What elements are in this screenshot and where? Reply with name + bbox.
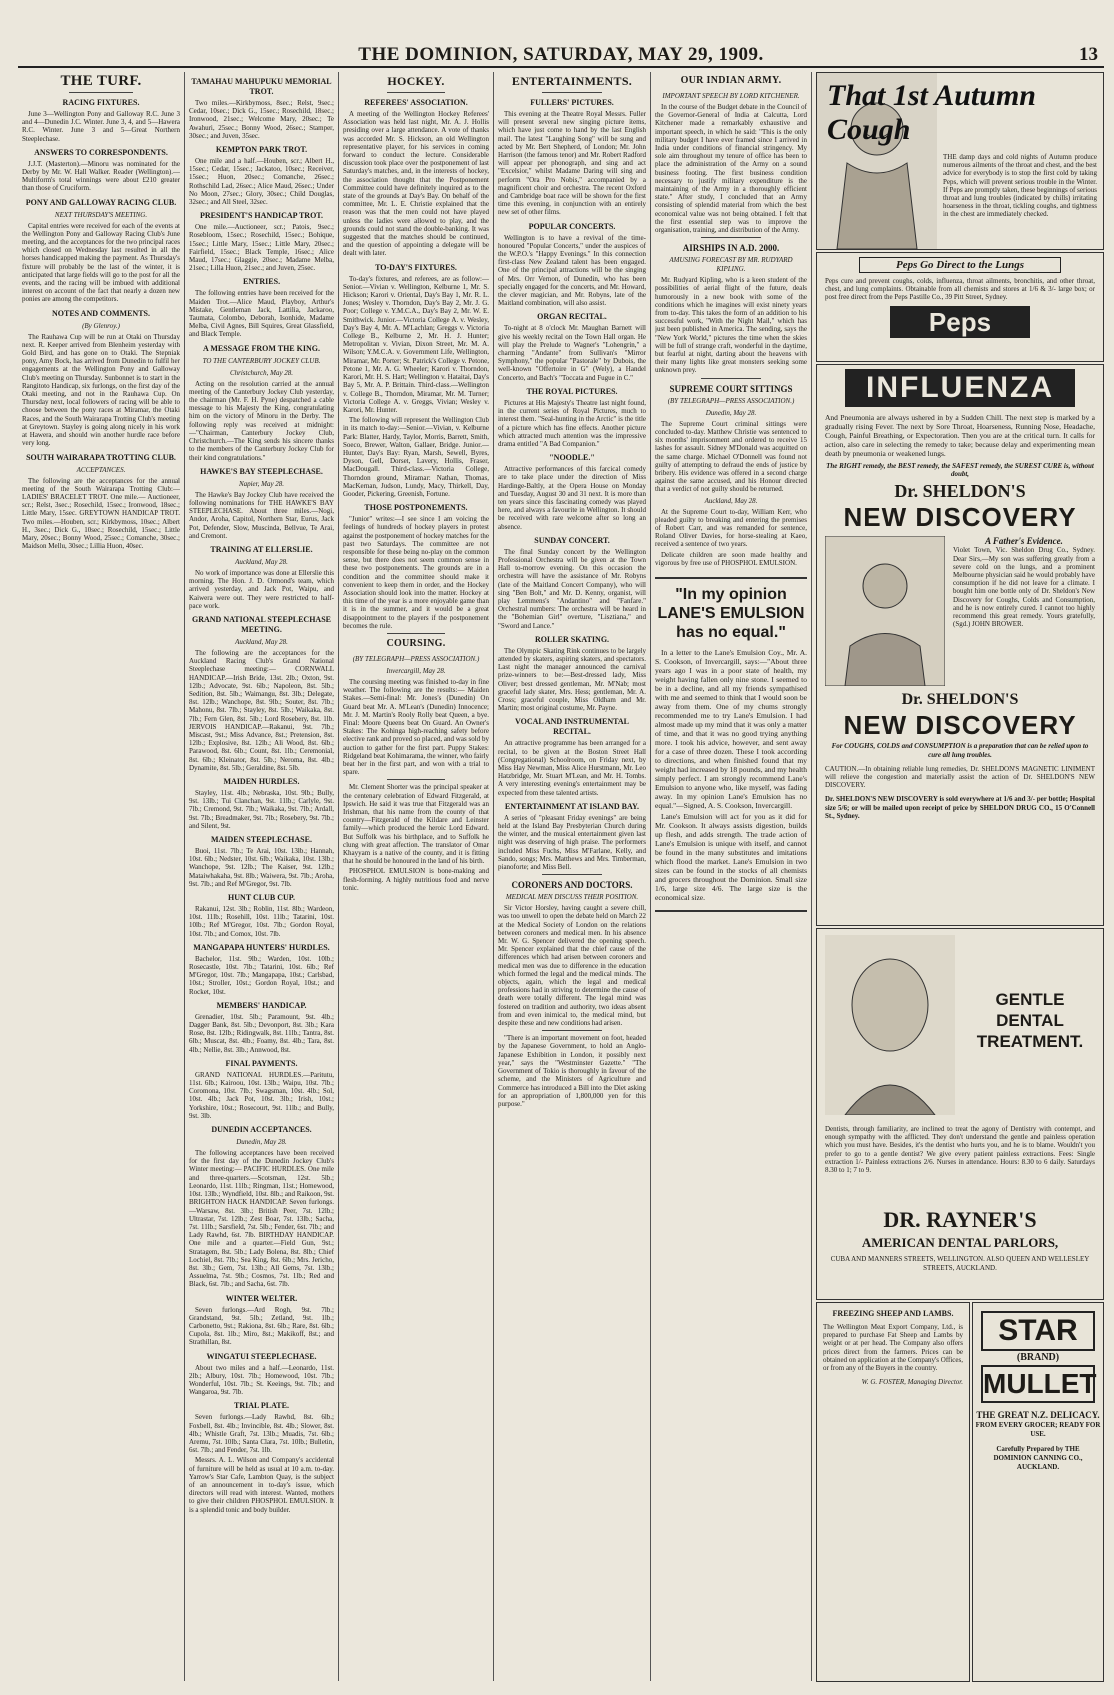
skating-title: ROLLER SKATING. [534, 634, 610, 644]
rayner-name: DR. RAYNER'S [883, 1207, 1037, 1232]
fullers-text: This evening at the Theatre Royal Messrs. Fuller will present several new singing picture items, which have just come to hand by the last English mail. The latest "Laughing Song" will be sung and acted by Mr. Bert Shepherd, of London; Mr. John Harrison (the famous tenor) and Mr. Robert Radford will appear per phonograph, and sing and act "Excelsior," whilst Madame Daring will sing and perform "Ora Pro Nobis," accompanied by a magnificent choir and orchestra. The recent Oxford and Cambridge boat race will be shown for the first time this evening, in conjunction with an entirely new set of other films. [498, 110, 646, 217]
presidents-text: One mile.—Auctioneer, scr.; Patois, 9sec.; Rosebloom, 15sec.; Rosechild, 15sec.; Bohique, 15sec.; Little Mary, 15sec.; Little Mary, 20sec.; Fairfield, 15sec.; Black Temple, 16sec.; Alice Maud, 17sec.; Glaggie, 20sec.; Madame Melba, 21sec.; Lilla Huon, 21sec.; and Juven, 25sec. [189, 223, 334, 273]
india-text: In the course of the Budget debate in the Council of the Governor-General of India at Calcutta, Lord Kitchener made a remarkably exhaustive and important speech, in which he said: "This is the only military budget I have ever framed since I arrived in India under conditions of financial stringency. My sole aim throughout my tenure of office has been to place the administration of the Army on a sound business footing. The first business condition necessary to justify military expenditure is the maintaining of the Army in a thoroughly efficient state." After study, I concluded that an Army consisting of splendid material from which the best economical value was not being obtained. I felt that the first essential step was to improve the organisation, training, and distribution of the Army. [655, 103, 807, 235]
dunedin-dateline: Dunedin, May 28. [236, 1138, 287, 1147]
freezing-text: The Wellington Meat Export Company, Ltd., is prepared to purchase Fat Sheep and Lambs by weight or at per head. The Company also offers prices direct from the farmers. Prices can be obtained on application at the Company's Offices, or from any of the Buyers in the country. [823, 1323, 963, 1373]
turf-notes-title: NOTES AND COMMENTS. [51, 308, 150, 318]
sheldon-product: NEW DISCOVERY [843, 502, 1077, 533]
tamahau-title: TAMAHAU MAHUPUKU MEMORIAL TROT. [191, 77, 332, 96]
turf-fixtures-title: RACING FIXTURES. [62, 98, 140, 107]
cough-ad [816, 72, 1104, 250]
column-hockey [343, 72, 489, 1683]
sunday-text: The final Sunday concert by the Wellington Professional Orchestra will be given at the Town Hall to-morrow evening. On this occasion the orchestra will have the assistance of Mr. Robyns (late of the Maitland Concert Company), who will sing "Ben Bolt," and Mr. D. Kenny, organist, will play Lemmens's "Andantino" and "Fanfare." Orchestral numbers: The orchestra will be heard in the "Bohemian Girl" overture, "Lisztiana," and "Sword and Lance." [498, 547, 646, 630]
col2-notices: Messrs. A. L. Wilson and Company's accidental of furniture will be held as usual at 10 a.m. to-day. Yarrow's Star Cafe, Lambton Quay, is the subject of an announcement in to-day's issue, which directors will read with interest. Wanted, mothers to give their children PHOSPHOL EMULSION. It is a splendid tonic and body builder. [189, 1456, 334, 1514]
india-heading: OUR INDIAN ARMY. [680, 75, 782, 86]
column-rule [493, 72, 494, 1681]
peps-ad [816, 252, 1104, 362]
freezing-signature: W. G. FOSTER, Managing Director. [861, 1378, 963, 1387]
lanes-ad [655, 577, 807, 912]
page-number: 13 [1079, 44, 1098, 65]
hunt-title: HUNT CLUB CUP. [228, 893, 295, 903]
airships-title: AIRSHIPS IN A.D. 2000. [682, 243, 780, 254]
column-turf [22, 72, 180, 1683]
noodle-title: "NOODLE." [549, 453, 595, 463]
message-text: Acting on the resolution carried at the annual meeting of the Canterbury Jockey Club yesterday, the chairman (Mr. F. H. Pyne) despatched a cable message to his Majesty the King, congratulating him on the victory of Minoru in the Derby. The following reply was received at midnight:—"Chairman, Canterbury Jockey Club, Christchurch.—The King sends his sincere thanks to the members of the Canterbury Jockey Club for their kind congratulations." [189, 379, 334, 462]
coroners-sub: MEDICAL MEN DISCUSS THEIR POSITION. [505, 893, 639, 902]
fullers-title: FULLERS' PICTURES. [530, 98, 614, 107]
father-text: Violet Town, Vic. Sheldon Drug Co., Sydney. Dear Sirs,—My son was suffering greatly from a severe cold on the lungs, and a prominent Melbourne physician said he would probably have consumption if he did not leave for a climate. I bought him one bottle only of Dr. Sheldon's New Discovery for Coughs, Colds and Consumption, and he is now entirely cured. I cannot too highly recommend this great remedy. Yours gratefully, (Sgd.) JOHN BROWER. [953, 546, 1095, 629]
maiden-text: Stayley, 11st. 4lb.; Nebraska, 10st. 9lb.; Bully, 9st. 13lb.; Tui Clanchan, 9st. 11lb.; Carlyle, 9st. 7lb.; Cremond, 9st. 7lb.; Waikaka, 9st. 7lb.; Ardall, 9st. 7lb.; Breadmaker, 9st. 7lb.; Rosebery, 9st. 7lb.; and Silent, 9st. [189, 788, 334, 830]
message-dateline: Christchurch, May 28. [229, 368, 294, 377]
grand-title: GRAND NATIONAL STEEPLECHASE MEETING. [192, 614, 331, 634]
star-brand: (BRAND) [1016, 1352, 1060, 1363]
dental-ad [816, 928, 1104, 1300]
popular-text: Wellington is to have a revival of the time-honoured "Popular Concerts," under the auspices of the W.P.O.'s "Happy Evenings." In this connection first-class New Zealand talent has been engaged. One of the principal attractions will be the singing of Mrs. Orr Vernon, of Dunedin, who has been specially engaged for the concerts, and Mr. Howard, the clever magician, and Mr. Robyns, late of the Maitland combination, will also assist. [498, 233, 646, 308]
sheldon-note: CAUTION.—In obtaining reliable lung remedies, Dr. SHELDON'S MAGNETIC LINIMENT will relieve the congestion and materially assist the action of Dr. SHELDON'S NEW DISCOVERY. [825, 764, 1095, 790]
trial-title: TRIAL PLATE. [234, 1401, 289, 1411]
noodle-text: Attractive performances of this farcical comedy are to take place under the direction of Miss Hardinge-Baltly, at the Opera House on Monday and Tuesday, August 30 and 31 next. It is more than ten years since this fascinating comedy was played here, and always a favourite in Wellington. It should be received with rare welcome after so long an absence. [498, 465, 646, 531]
popular-title: POPULAR CONCERTS. [528, 221, 616, 231]
column-india [655, 72, 807, 1683]
column-rule [650, 72, 651, 1681]
manga-text: Bachelor, 11st. 9lb.; Warden, 10st. 10lb.; Rosecastle, 10st. 7lb.; Tatarini, 10st. 6lb.; Ref M'Gregor, 10st. 7lb.; Mangapapa, 10st.; Carlsbad, 10st.; Stroller, 10st.; Gordon Royal, 10st.; and Rocket, 10st. [189, 954, 334, 996]
star-title: STAR [981, 1311, 1095, 1351]
hunt-text: Rakanui, 12st. 3lb.; Roblin, 11st. 8lb.; Wardeon, 10st. 11lb.; Rosehill, 10st. 11lb.; Tatarini, 10st. 10lb.; Ref M'Gregor, 10st. 7lb.; Gordon Royal, 10st. 7lb.; and Comox, 10st. 7lb. [189, 905, 334, 938]
lanes-quote: "In my opinion LANE'S EMULSION has no equal." [657, 585, 805, 641]
payments-text: GRAND NATIONAL HURDLES.—Paritutu, 11st. 6lb.; Kairoou, 10st. 13lb.; Waipu, 10st. 7lb.; Coromona, 10st. 7lb.; Swagsman, 10st. 4lb.; Sol, 10st. 4lb.; Jack Pot, 10st. 3lb.; Irish, 10st.; Yorkshire, 10st.; Rosecourt, 9st. 11lb.; and Bully, 9st. 3lb. [189, 1070, 334, 1120]
dunedin-title: DUNEDIN ACCEPTANCES. [211, 1125, 312, 1135]
turf-pony-sub: NEXT THURSDAY'S MEETING. [54, 210, 148, 219]
turf-swrc-title: SOUTH WAIRARAPA TROTTING CLUB. [26, 452, 176, 462]
father-portrait [825, 536, 945, 686]
training-dateline: Auckland, May 28. [235, 557, 288, 566]
tamahau-text: Two miles.—Kirkbymoss, 8sec.; Relst, 9sec.; Cedar, 10sec.; Dick G., 15sec.; Rosechild, 18sec.; Ironwood, 21sec.; Welcome Mary, 20sec.; Te Awahuri, 25sec.; Bonny Wood, 26sec.; Stamper, 30sec.; and Juven, 35sec. [189, 99, 334, 140]
island-title: ENTERTAINMENT AT ISLAND BAY. [504, 801, 640, 811]
members-text: Grenadier, 10st. 5lb.; Paramount, 9st. 4lb.; Dagger Bank, 8st. 5lb.; Devonport, 8st. 3lb.; Kara Rose, 8st. 12lb.; Ridingwalk, 8st. 11lb.; Tantra, 8st. 6lb.; Muscat, 8st. 4lb.; Foamy, 8st. 4lb.; Tara, 8st. 4lb.; Nellie, 8st. 3lb.; Annwood, 8st. [189, 1012, 334, 1054]
sheldon-name: Dr. SHELDON'S [894, 481, 1026, 502]
peps-logo: Peps [890, 306, 1030, 338]
column-racing [189, 72, 334, 1683]
phosphol-notice: PHOSPHOL EMULSION is bone-making and flesh-forming. A highly nutritious food and nerve tonic. [343, 867, 489, 892]
coroners-text: Sir Victor Horsley, having caught a severe chill, was too unwell to open the debate held on March 22 at the Medical Society of London on the relations between coroners and medical men. In his absence Mr. W. G. Spencer delivered the opening speech. Mr. Spencer explained that the chief cause of the differences which had arisen between coroners and medical men was due to difference in the education which formed the legal and the medical minds. The objects, again, which the legal and medical professions had in striving to determine the cause of death were totally different. The legal mind was fostered on tradition and authority, two ideas absent from and even inimical to, the medical mind, but despite these and new conditions had arisen. [498, 904, 646, 1028]
rayner-address: CUBA AND MANNERS STREETS, WELLINGTON. ALSO QUEEN AND WELLESLEY STREETS, AUCKLAND. [830, 1255, 1090, 1272]
freezing-ad [816, 1302, 970, 1682]
star-mullet-ad [972, 1302, 1104, 1682]
hockey-todays-text: To-day's fixtures, and referees, are as follow:— Senior.—Vivian v. Wellington, Kelburne 1, Mr. S. Hickson; Karori v. Oriental, Day's Bay 1, Mr. R. L. Jones; Wesley v. Thorndon, Day's Bay 2, Mr. J. G. Poor; College v. Y.M.C.A., Day's Bay 2, Mr. W. E. Smithwick. Junior.—Victoria College A. v. Wesley, Day's Bay 4, Mr. A. M'Lachlan; Greggs v. Victoria College B., Kelburne 2, Mr. H. J. Hunter; Metropolitan v. Vivian, Dixon Street, Mr. M. A. Wilson; Y.M.C.A. v. Government Life, Wellington, Miramar, Mr. Porter; St. Patrick's College v. Petone, Petone 1, Mr. A. G. Wheeler; Karori v. Thorndon, Karori, Mr. H. S. Hart; Wellington v. Hataitai, Day's Bay 5, Mr. A. P. Brittain. Third-class.—Wellington v. College B., Thorndon, Miramar, Mr. M. Turner; Victoria College A. v. Greggs, Vivian; Wesley v. Karori, Mr. Hunter. [343, 274, 489, 414]
airships-sub: AMUSING FORECAST BY MR. RUDYARD KIPLING. [669, 256, 793, 274]
hawkes-title: HAWKE'S BAY STEEPLECHASE. [200, 466, 323, 476]
coursing-sub: (BY TELEGRAPH—PRESS ASSOCIATION.) [352, 654, 480, 663]
father-title: A Father's Evidence. [985, 536, 1063, 547]
dental-title: GENTLE DENTAL TREATMENT. [976, 990, 1084, 1051]
mullet-title: MULLET [981, 1365, 1095, 1403]
column-entertainments [498, 72, 646, 1683]
entries-title: ENTRIES. [242, 277, 281, 287]
entries-text: The following entries have been received for the Maiden Trot.—Alice Maud, Playboy, Arthur's Mistake, Gentleman Jack, Lattilia, Jackaroo, Taumata, Colombo, Deborah, Isonhide, Madame Melba, Civil Agnes, Bill Squires, Great Glassfield, and Black Temple. [189, 289, 334, 339]
delicate-notice: Delicate children are soon made healthy and vigorous by free use of PHOSPHOL EMULSION. [655, 550, 807, 567]
hockey-post-text: "Junior" writes:—I see since I am voicing the feelings of hundreds of hockey players in protest against the postponement of hockey matches for the past two Saturdays. The committee are not responsible for these being no-play on the common sense, but there does not seem common sense in these two postponements. The grounds are in a condition and the committee should make it convenient to keep them in order, and the Hockey Association should look into the matter. Hockey at this time of the year is a more enjoyable game than it is in the summer, and it would be a great disappointment to the players if the postponement becomes the rule. [343, 515, 489, 630]
skating-text: The Olympic Skating Rink continues to be largely attended by skaters, aspiring skaters, and spectators. Last night the manager announced the carnival prize-winners to be:—Best-dressed lady, Miss Oliver; best dressed gentleman, Mr. M'Nab; most graceful lady skater, Mrs. Hess; gentleman, Mr. A. Cross; graceful couple, Miss Oldham and Mr. Martin; most original costume, Mr. Payne. [498, 646, 646, 713]
steeple-title: MAIDEN STEEPLECHASE. [211, 835, 312, 844]
hockey-post-title: THOSE POSTPONEMENTS. [364, 503, 468, 513]
royal-text: Pictures at His Majesty's Theatre last night found, in the current series of Royal Pictures, much to interest them. "Seal-hunting in the Arctic" is the title of a picture which has fine effects. Another picture which attracted much attention was the impressive drama entitled "A Bad Companion." [498, 398, 646, 448]
hawkes-dateline: Napier, May 28. [238, 479, 285, 488]
turf-answers: J.J.T. (Masterton).—Minoru was nominated for the Derby by Mr. W. Hall Walker. Reader (Wellington).—Multiform's total winnings were about £210 greater than those of Cruciform. [22, 159, 180, 193]
influenza-cure: The RIGHT remedy, the BEST remedy, the SAFEST remedy, the SUREST CURE is, without doubt, [826, 462, 1094, 479]
sheldon-bottom: For COUGHS, COLDS and CONSUMPTION is a preparation that can be relied upon to cure all lung troubles. [831, 742, 1089, 759]
message-title: A MESSAGE FROM THE KING. [203, 343, 320, 353]
turf-fixtures: June 3—Wellington Pony and Galloway R.C. June 3 and 4—Dunedin J.C. Winter. June 3, 4, and 5—Hawera R.C. Winter. June 3 and 5—Great Northern Steeplechase. [22, 110, 180, 143]
winter-text: Seven furlongs.—Ard Rogh, 9st. 7lb.; Grandstand, 9st. 5lb.; Zetland, 9st. 1lb.; Carbonetto, 9st.; Rakiona, 8st. 6lb.; Rare, 8st. 6lb.; Cupola, 8st. 1lb.; Miro, 8st.; Makikoff, 8st.; and Strathillan, 8st. [189, 1305, 334, 1347]
coursing-dateline: Invercargill, May 28. [386, 666, 446, 675]
sheldon-footer: Dr. SHELDON'S NEW DISCOVERY is sold everywhere at 1/6 and 3/- per bottle; Hospital size 5/6; or will be mailed upon receipt of price by SHELDON DRUG CO., 15 O'Connell St., Sydney. [825, 795, 1095, 820]
members-title: MEMBERS' HANDICAP. [216, 1000, 307, 1010]
sheldon-name-2: Dr. SHELDON'S [901, 691, 1019, 709]
lanes-text2: Lane's Emulsion will act for you as it did for Mr. Cookson. It always assists digestion, builds up flesh, and adds strength. The trade action of Lane's Emulsion is unique with itself, and cannot be found in the many substitutes and imitations which flood the market. Lane's Emulsion in two sizes can be found in the stocks of all chemists and grocers throughout the Dominion. Small size 1/6, large size 4/6. The large size is the economical size. [655, 811, 807, 902]
airships-text: Mr. Rudyard Kipling, who is a keen student of the possibilities of aerial flight of the future, deals humorously in a new book with some of the conditions which he imagines will exist ninety years from to-day. This takes the form of an addition to his successful work, "With the Night Mail," which has just been published in America. The sending, says the "New York World," pictures the time when the skies will be full of strange craft, wonderful in the daytime, but fearful at night, darting about the heavens with their many lights like great monsters seeking some unknown prey. [655, 276, 807, 375]
hockey-rep-text: The following will represent the Wellington Club in its match to-day:—Senior.—Vivian, v. Kelburne Park: Blatter, Hardy, Taylor, Morris, Barrett, Smith, Soeco, Brewer, Walton, Gallaer, Bridge. Junior.—Hunter, Day's Bay: Ryan, Marsh, Sewell, Byres, Dyson, Gell, Dorset, Lavery, Hollis, Fraser, MacDougall. Third-class.—Victoria College, Thorndon ground, Miramar: Nathan, Thomas, MacKernan, Judson, Lundy, Macy, Thirkell, Day, Gooder, Pickering, Greenish, Fortune. [343, 416, 489, 498]
dunedin-text: The following acceptances have been received for the first day of the Dunedin Jockey Club's Winter meeting:— PACIFIC HURDLES. One mile and three-quarters.—Scotsman, 12st. 5lb.; Leonardo, 11st. 11lb.; Ringman, 11st.; Homewood, 10st. 13lb.; Wyndfield, 10st. 8lb.; and Raikoon, 9st. BRIGHTON HACK HANDICAP. Seven furlongs.—Warsaw, 8st. 3lb.; British Peer, 7st. 12lb.; Ultrastar, 7st. 12lb.; Zest Boar, 7st. 13lb.; Sacha, 7st. 11lb.; Sarsfield, 7st. 5lb.; Fender, 6st. 7lb.; and Lady Rawhd, 6st. 7lb. BIRTHDAY HANDICAP. One mile and a quarter.—Field Gun, 9st.; Stratagem, 8st. 5lb.; Lady Bolena, 8st. 8lb.; Chief Lochiel, 8st. 7lb.; Sea King, 8st. 6lb.; Mrs. Jericho, 8st. 3lb.; Gem, 7st. 13lb.; All Gems, 7st. 13lb.; Assuelma, 7st. 9lb.; Cosmos, 7st. 1lb.; Red and Black, 6st. 7lb.; and Sacha, 6st. 7lb. [189, 1149, 334, 1289]
hockey-text: A meeting of the Wellington Hockey Referees' Association was held last night, Mr. A. J. Hollis presiding over a large attendance. A vote of thanks was accorded Mr. S. Hickson, an old Wellington representative player, for his services in coming forward to conduct the lecture. Considerable discussion took place over the postponement of last Saturday's matches, and, in the interests of hockey, the association thought that the Postponement Committee could have definitely inquired as to the state of the grounds at Day's Bay. On behalf of the committee, Mr. L. E. Christie explained that the reason was that the men could not have played unless the ladies were allowed to play, and the grounds could not stand the double-banking. It was suggested that the matches should be continued, and the question of appointing a delegate will be dealt with later. [343, 110, 489, 258]
winter-title: WINTER WELTER. [225, 1293, 298, 1303]
grand-text: The following are the acceptances for the Auckland Racing Club's Grand National Steeplechase meeting:— CORNWALL HANDICAP.—Irish Bride, 13st. 2lb.; Oxton, 9st. 12lb.; Advocate, 9st. 6lb.; Napoleon, 8st. 5lb.; Sedition, 8st. 5lb.; Waimangu, 8st. 3lb.; Delegate, 8st. 12lb.; Wanchope, 8st. 9lb.; Souter, 8st. 7lb.; Mahonu, 8st. 7lb.; Stayley, 8st. 5lb.; Waikaka, 8st. 7lb.; Fern Glen, 8st. 5lb.; Lord Rosebery, 8st. 1lb. JERVOIS HANDICAP.—Rakanui, 9st. 7lb.; Miscast, 9st.; Miss Advance, 8st.; Pretension, 8st. 12lb.; Explosive, 8st. 12lb.; Ali Wood, 8st. 6lb.; Parawood, 8st. 6lb.; Count, 8st. 1lb.; Ceremonial, 8st. 6lb.; Kleinator, 8st. 5lb.; Neroma, 8st. 4lb.; Dynamite, 8st. 5lb.; Geraldine, 8st. 5lb. [189, 648, 334, 772]
grand-dateline: Auckland, May 28. [235, 637, 288, 646]
lanes-text: In a letter to the Lane's Emulsion Coy., Mr. A. S. Cookson, of Invercargill, says:—"About three years ago I was in a poor state of health, my weight having fallen only nine stone. I seemed to be in a decline, and all my friends sympathised with me and seemed to think that I would soon be away from them. One of my chums strongly recommended me to try Lane's Emulsion. I had almost made up my mind that it was only a matter of time, and that it was no good trying anything more. I took his advice, however, and sent away for a case of three dozen. These I took according to directions, and when finished found that my weight had increased by 18 pounds, and my health simply perfect. I am strongly recommend Lane's Emulsion to anyone who, like myself, was fading away. In my opinion Lane's Emulsion has no equal."—Signed, A. S. Cookson, Invercargill. [655, 647, 807, 810]
hockey-heading: HOCKEY. [387, 74, 445, 88]
maiden-title: MAIDEN HURDLES. [223, 776, 300, 786]
dental-text: Dentists, through familiarity, are inclined to treat the agony of Dentistry with contempt, and enough sympathy with the afflicted. They don't understand the gentle and painless operation which you must have. Besides, it's the dentist who hurts you, and he is to blame. Wouldn't you prefer to go to a gentle dentist? We give every patient painless extractions. Fees: Single extraction 1/- Painless extractions 2/6. Nurses in attendance. Hours: 8.30 to 6 daily. Saturdays 8.30 to 1; 7 to 9. [825, 1125, 1095, 1175]
peps-slogan: Peps Go Direct to the Lungs [859, 257, 1061, 273]
coursing-title: COURSING. [386, 637, 446, 649]
turf-swrc-sub: ACCEPTANCES. [76, 465, 126, 474]
kempton-title: KEMPTON PARK TROT. [215, 145, 308, 155]
hockey-todays-title: TO-DAY'S FIXTURES. [375, 262, 457, 272]
hockey-sub: REFEREES' ASSOCIATION. [364, 98, 468, 107]
cough-headline: That 1st Autumn Cough [827, 79, 1036, 146]
exhibition-text: "There is an important movement on foot, headed by the Japanese Government, to hold an Anglo-Japanese Exhibition in London, it possibly next year," says the "Westminster Gazette." "The Government of Tokio is thoroughly in favour of the scheme, and the Ministers of Agriculture and Commerce has introduced a Bill into the Diet asking for an appropriation of 1,800,000 yen for this purpose." [498, 1034, 646, 1108]
organ-text: To-night at 8 o'clock Mr. Maughan Barnett will give his weekly recital on the Town Hall organ. He will play the Prelude to Wagner's "Lohengrin," a charming "Andante" from Sullivan's "Mirror Symphony," the popular "Pastorale" by Dubois, the well-known "Offertoire in G" (Wely), a Handel Concerto, and Bach's "Toccata and Fugue in C." [498, 324, 646, 382]
turf-notes-by: (By Glenroy.) [82, 321, 120, 330]
coroners-title: CORONERS AND DOCTORS. [511, 880, 633, 891]
turf-pony-title: PONY AND GALLOWAY RACING CLUB. [25, 197, 177, 207]
sheldon-ad [816, 364, 1104, 926]
royal-title: THE ROYAL PICTURES. [526, 386, 618, 396]
supreme-title: SUPREME COURT SITTINGS [669, 383, 793, 394]
message-sub: TO THE CANTERBURY JOCKEY CLUB. [202, 356, 321, 365]
column-rule [338, 72, 339, 1681]
star-from: FROM EVERY GROCER; READY FOR USE. [975, 1421, 1101, 1438]
shorter-text: Mr. Clement Shorter was the principal speaker at the centenary celebration of Edward Fitzgerald, at Ipswich. He said it was true that Fitzgerald was an Irishman, that his name from the county of that country—Fitzgerald of the Kildare and Leinster family—which produced the heroic Lord Edward. But Suffolk was his birthplace, and to Suffolk he clung with great affection. The translator of Omar Khayyam is a native of the county, and it is fitting that he should be honoured in the land of his birth. [343, 783, 489, 866]
supreme-text: The Supreme Court criminal sittings were concluded to-day. Matthew Christie was sentenced to six months' imprisonment and ordered to receive 15 lashes for assault. Sidney M'Donald was acquitted on the same charge. Michael O'Donnell was found not guilty of attempting to defraud the ends of justice by bribery. His evidence was offered in a second charge against the same accused, and his Honour directed that a verdict of not guilty should be returned. [655, 419, 807, 494]
turf-notes-text: The Rauhawa Cup will be run at Otaki on Thursday next. R. Keeper arrived from Blenheim yesterday with Gold Bird, and has gone on to Otaki. The Stepniak pony, Amy Bock, has arrived from Dunedin to fulfil her engagements at the Wellington Pony and Galloway Club's meeting on Thursday. Sunbonnet is to start in the Rangitoto Handicap, six furlongs, on the first day of the Otaki meeting, and not in the Rauhawa Cup. On Thursday next, local followers of racing will be able to choose between the pony races at Miramar, the Otaki Races, and the South Wairarapa Trotting Club's meeting at Greytown. Stayley is going along nicely in his work at Hawera, and should win another hurdle race before very long. [22, 332, 180, 448]
freezing-title: FREEZING SHEEP AND LAMBS. [832, 1309, 954, 1318]
sheldon-product-2: NEW DISCOVERY [843, 710, 1077, 741]
influenza-text: And Pneumonia are always ushered in by a Sudden Chill. The next step is marked by a gradually rising Fever. The next by Sore Throat, Hoarseness, Running Nose, Headache, Cough, Painful Breathing, or Expectoration. Then you are at the critical turn. It calls for action, also care in selecting the remedy to take; because delay and experimenting mean death by pneumonia or weakened lungs. [825, 413, 1095, 458]
coursing-text: The coursing meeting was finished to-day in fine weather. The following are the results:— Maiden Stakes.—Semi-final: Mr. Jones's (Dunedin) On Guard beat Mr. A. M'Lean's (Dunedin) Innocence; Mr. J. M. Martin's Rooly Rolly beat Queen, a bye. Final: Moore Queens beat On Guard. An Owner's Stakes: The Kohinga high-reaching safety before elective rank and proved so placed, and was sold by auction to gather for the first part. Puppy Stakes: Ridgeland beat Kohimarama, the winner, who fairly beat her in the first part, and won with a trial to spare. [343, 677, 489, 777]
trial-text: Seven furlongs.—Lady Rawhd, 8st. 6lb.; Foxbell, 8st. 4lb.; Invincible, 8st. 4lb.; Slower, 8st. 4lb.; Whistle Graft, 7st. 13lb.; Muadis, 7st. 6lb.; Aremu, 7st. 10lb.; Santa Clara, 7st. 10lb.; Bulletin, 6st. 7lb.; and Fender, 7st. 1lb. [189, 1413, 334, 1455]
peps-sub: Peps cure and prevent coughs, colds, influenza, throat ailments, bronchitis, and other throat, chest, and lung complaints. Obtainable from all chemists and stores at 1/6 & 3/- large box; or post free direct from the Peps Pastille Co., 39 Pitt Street, Sydney. [825, 277, 1095, 302]
turf-pony-text: Capital entries were received for each of the events at the Wellington Pony and Galloway Racing Club's June meeting, and the acceptances for the two principal races which closed on Wednesday last resulted in all the horses handicapped making the payment. As Thursday's fixture will probably be the last of the winter, it is anticipated that large fields will go to the post for all the events, and the racing will be imbued with additional interest on account of the fact that nearly a dozen new ponies are among the competitors. [22, 221, 180, 304]
wingatui-text: About two miles and a half.—Leonardo, 11st. 2lb.; Albury, 10st. 7lb.; Homewood, 10st. 7lb.; Wonderful, 10st. 7lb.; St. Keeings, 9st. 7lb.; and Wangaroa, 9st. 7lb. [189, 1363, 334, 1397]
column-rule [184, 72, 185, 1681]
vocal-title: VOCAL AND INSTRUMENTAL RECITAL. [515, 717, 629, 737]
payments-title: FINAL PAYMENTS. [225, 1058, 298, 1068]
turf-swrc-text: The following are the acceptances for the annual meeting of the South Wairarapa Trotting Club:— LADIES' BRACELET TROT. One mile.— Auctioneer, scr.; Relst, 3sec.; Rosechild, 15sec.; Ironwood, 18sec.; Little Mary, 15sec. GREYTOWN HANDICAP TROT. Two miles.—Houben, scr.; Kirkbymoss, 10sec.; Albert H., 3sec.; Dick G., 10sec.; Rosechild, 15sec.; Little Mary, 20sec.; Bonny Wood, 25sec.; Comanche, 30sec.; Maidson Mellu, 30sec.; Lillia Huon, 40sec. [22, 476, 180, 551]
turf-answers-title: ANSWERS TO CORRESPONDENTS. [34, 147, 168, 157]
organ-title: ORGAN RECITAL. [537, 312, 607, 322]
influenza-title: INFLUENZA [845, 369, 1075, 407]
kempton-text: One mile and a half.—Houben, scr.; Albert H., 15sec.; Cedar, 15sec.; Jackatoo, 10sec.; Receiver, 15sec.; Huon, 20sec.; Comanche, 26sec.; Rothschild Lad, 26sec.; Alice Maud, 26sec.; Under No Moon, 27sec.; Glory, 30sec.; Child Douglas, 32sec.; and All Steel, 32sec. [189, 157, 334, 207]
sunday-title: SUNDAY CONCERT. [534, 535, 610, 545]
island-text: A series of "pleasant Friday evenings" are being held at the Island Bay Presbyterian Church during the winter, and the musical entertainment given last night was deserving of high praise. The performers included Miss Fuchs, Miss M'Farlane, Kelly, and Sando, songs; Mrs. Matthews and Mrs. Timberman, pianoforte; and Miss Bell. [498, 813, 646, 872]
supreme-dateline: Dunedin, May 28. [705, 408, 757, 417]
cough-text: THE damp days and cold nights of Autumn produce numerous ailments of the throat and chest, and the best advice for everybody is to stop the first cold by taking Peps, which will prevent serious trouble in the Winter. If Peps are promptly taken, these beginnings of serious throat and lung troubles (indicated by chills) irritating hoarseness in the throat, tickling coughs, and tightness in the chest are immediately checked. [943, 153, 1097, 219]
vocal-text: An attractive programme has been arranged for a recital, to be given at the Boston Street Hall (Congregational) Schoolroom, on Friday next, by Miss Hay Newman, Miss Alice Hurstmann, Mr. Leo Hatzbridge, Mr. Stuart M'Lean, and Mr. H. Tombs. A very interesting evening's entertainment may be expected from these talented artists. [498, 739, 646, 797]
masthead-title: THE DOMINION, SATURDAY, MAY 29, 1909. [358, 44, 764, 65]
steeple-text: Buoi, 11st. 7lb.; Te Arai, 10st. 13lb.; Hannah, 10st. 6lb.; Nedster, 10st. 6lb.; Waikaka, 10st. 13lb.; Wanchope, 9st. 12lb.; The Kaiser, 9st. 12lb.; Mataiwhakaha, 9st. 8lb.; Waiwera, 9st. 7lb.; Aroha, 9st. 7lb.; and Ref M'Gregor, 9st. 7lb. [189, 847, 334, 888]
training-title: TRAINING AT ELLERSLIE. [210, 544, 313, 554]
training-text: No work of importance was done at Ellerslie this morning. The Hon. J. D. Ormond's team, which arrived yesterday, and Jack Pot, Waipu, and Kaiwera were out. They were restricted to half-pace work. [189, 568, 334, 610]
presidents-title: PRESIDENT'S HANDICAP TROT. [199, 211, 324, 221]
star-packer: Carefully Prepared by THE DOMINION CANNING CO., AUCKLAND. [993, 1445, 1083, 1471]
ent-heading: ENTERTAINMENTS. [511, 74, 633, 88]
column-rule [811, 72, 812, 1681]
dentist-portrait [825, 935, 955, 1115]
rayner-sub: AMERICAN DENTAL PARLORS, [861, 1235, 1059, 1250]
india-sub: IMPORTANT SPEECH BY LORD KITCHENER. [662, 92, 800, 100]
star-sub: THE GREAT N.Z. DELICACY. [976, 1410, 1100, 1420]
hawkes-text: The Hawke's Bay Jockey Club have received the following nominations for THE HAWKE'S BAY STEEPLECHASE. About three miles.—Nogi, Andor, Aroha, Capitol, Northern Star, Eurus, Jack Pot, Defender, Slow, Muscinda, Bellvue, Te Arai, and Cremont. [189, 490, 334, 540]
wingatui-title: WINGATUI STEEPLECHASE. [206, 1351, 317, 1361]
masthead [18, 44, 1104, 68]
turf-heading: THE TURF. [60, 73, 142, 89]
supreme-sub: (BY TELEGRAPH—PRESS ASSOCIATION.) [667, 396, 795, 405]
auckland-dateline: Auckland, May 28. [704, 496, 758, 505]
manga-title: MANGAPAPA HUNTERS' HURDLES. [193, 942, 330, 952]
auckland-text: At the Supreme Court to-day, William Kerr, who pleaded guilty to breaking and entering the premises of Robert Carr, and was remanded for sentence, Roland Oliver Davies, for horse-stealing at Kaeo, received a sentence of two years. [655, 507, 807, 549]
